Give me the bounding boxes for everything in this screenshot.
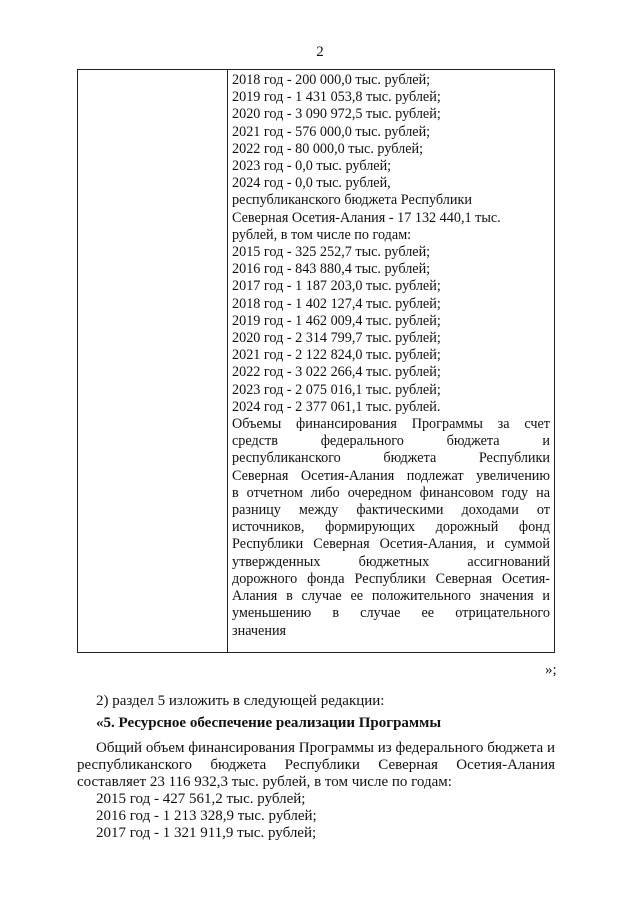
- funding-line: 2022 год - 80 000,0 тыс. рублей;: [232, 140, 424, 157]
- funding-line: 2021 год - 576 000,0 тыс. рублей;: [232, 123, 431, 140]
- page-number: 2: [316, 44, 324, 60]
- funding-note-line: дорожного фонда Республики Северная Осетия-: [232, 570, 550, 587]
- funding-line: 2020 год - 2 314 799,7 тыс. рублей;: [232, 330, 441, 347]
- funding-line: рублей, в том числе по годам:: [232, 226, 412, 243]
- table-column-divider: [227, 70, 228, 652]
- funding-line: 2021 год - 2 122 824,0 тыс. рублей;: [232, 347, 441, 364]
- amendment-item-2: 2) раздел 5 изложить в следующей редакции:: [96, 693, 385, 709]
- body-year-line: 2016 год - 1 213 328,9 тыс. рублей;: [96, 808, 317, 824]
- funding-note-line: Северная Осетия-Алания подлежат увеличению: [232, 467, 550, 484]
- funding-note-line: республиканского бюджета Республики: [232, 450, 550, 467]
- funding-note-line: Объемы финансирования Программы за счет: [232, 416, 550, 433]
- funding-line: 2023 год - 0,0 тыс. рублей;: [232, 158, 392, 175]
- funding-line: 2017 год - 1 187 203,0 тыс. рублей;: [232, 278, 441, 295]
- funding-note-line: средств федерального бюджета и: [232, 433, 550, 450]
- funding-line: 2016 год - 843 880,4 тыс. рублей;: [232, 261, 431, 278]
- body-paragraph: Общий объем финансирования Программы из федерального бюджета и республиканского бюджета Республики Северная Осетия-Алания составляет 23 116 932,3 тыс. рублей, в том числе по годам:: [77, 740, 555, 790]
- funding-line: 2024 год - 0,0 тыс. рублей,: [232, 175, 391, 192]
- funding-note-line: источников, формирующих дорожный фонд: [232, 519, 550, 536]
- funding-line: 2015 год - 325 252,7 тыс. рублей;: [232, 244, 431, 261]
- funding-note-line: в отчетном либо очередном финансовом году на: [232, 484, 550, 501]
- funding-line: 2019 год - 1 431 053,8 тыс. рублей;: [232, 89, 441, 106]
- funding-line: 2018 год - 200 000,0 тыс. рублей;: [232, 72, 431, 88]
- funding-line: 2022 год - 3 022 266,4 тыс. рублей;: [232, 364, 441, 381]
- funding-note-line: утвержденных бюджетных ассигнований: [232, 553, 550, 570]
- funding-line: 2019 год - 1 462 009,4 тыс. рублей;: [232, 312, 441, 329]
- funding-note-line: Алания в случае ее положительного значения и: [232, 588, 550, 605]
- funding-note-line: значения: [232, 622, 287, 639]
- section-body: [77, 740, 555, 842]
- funding-line: республиканского бюджета Республики: [232, 192, 472, 209]
- funding-line: 2023 год - 2 075 016,1 тыс. рублей;: [232, 381, 441, 398]
- funding-note-line: разницу между фактическими доходами от: [232, 502, 550, 519]
- section-heading: «5. Ресурсное обеспечение реализации Программы: [96, 715, 442, 731]
- funding-note-line: уменьшению в случае ее отрицательного: [232, 605, 550, 622]
- funding-line: 2018 год - 1 402 127,4 тыс. рублей;: [232, 295, 441, 312]
- table-value-cell: [232, 72, 550, 640]
- body-year-line: 2015 год - 427 561,2 тыс. рублей;: [96, 791, 306, 807]
- funding-note-line: Республики Северная Осетия-Алания, и суммой: [232, 536, 550, 553]
- passport-table: [77, 69, 555, 653]
- funding-line: 2024 год - 2 377 061,1 тыс. рублей.: [232, 398, 441, 415]
- quote-closing-mark: »;: [545, 662, 557, 678]
- funding-line: 2020 год - 3 090 972,5 тыс. рублей;: [232, 106, 441, 123]
- body-year-line: 2017 год - 1 321 911,9 тыс. рублей;: [96, 825, 317, 841]
- funding-line: Северная Осетия-Алания - 17 132 440,1 тыс.: [232, 209, 501, 226]
